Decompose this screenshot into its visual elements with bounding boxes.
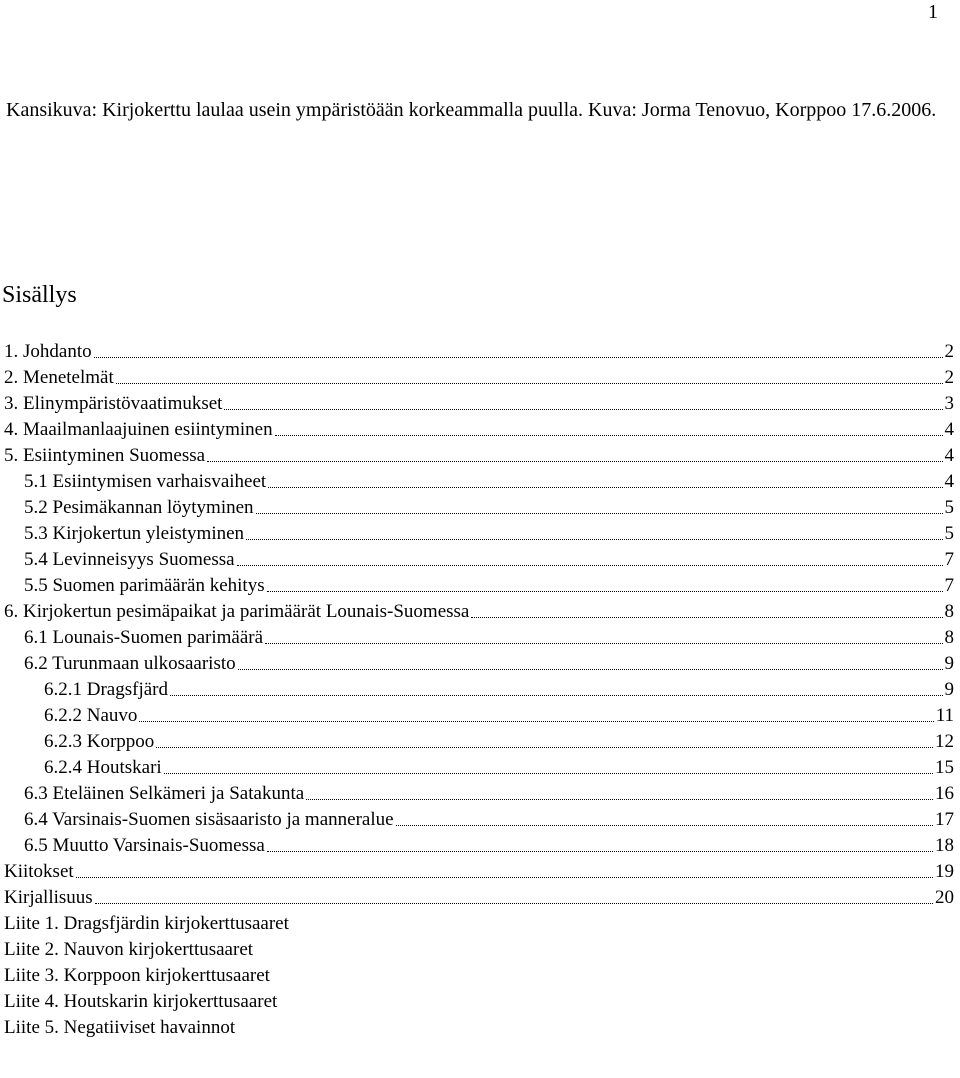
toc-entry-page: 2 — [944, 367, 954, 388]
toc-leader-dots — [224, 409, 942, 410]
toc-leader-dots — [267, 591, 943, 592]
toc-entry-page: 4 — [944, 471, 954, 492]
appendix-entry: Liite 2. Nauvon kirjokerttusaaret — [4, 939, 254, 960]
toc-entry-label: 5.5 Suomen parimäärän kehitys — [24, 575, 265, 596]
toc-entry[interactable] — [4, 442, 954, 468]
toc-entry[interactable] — [24, 832, 954, 858]
appendix-entry: Liite 4. Houtskarin kirjokerttusaaret — [4, 991, 278, 1012]
toc-entry-page: 15 — [935, 757, 954, 778]
toc-entry-page: 19 — [935, 861, 954, 882]
toc-entry[interactable] — [24, 468, 954, 494]
toc-entry-label: 6.4 Varsinais-Suomen sisäsaaristo ja manneralue — [24, 809, 394, 830]
toc-entry-page: 3 — [944, 393, 954, 414]
toc-entry[interactable] — [44, 702, 954, 728]
toc-entry[interactable] — [4, 884, 954, 910]
toc-entry-page: 7 — [944, 549, 954, 570]
toc-leader-dots — [265, 643, 942, 644]
toc-entry-page: 4 — [944, 445, 954, 466]
toc-leader-dots — [238, 669, 943, 670]
toc-entry-page: 16 — [935, 783, 954, 804]
toc-entry-label: 5.3 Kirjokertun yleistyminen — [24, 523, 245, 544]
toc-entry[interactable] — [24, 494, 954, 520]
toc-entry[interactable] — [44, 728, 954, 754]
appendix-entry: Liite 3. Korppoon kirjokerttusaaret — [4, 965, 270, 986]
cover-caption: Kansikuva: Kirjokerttu laulaa usein ympäristöään korkeammalla puulla. Kuva: Jorma Tenovuo, Korppoo 17.6.2006. — [6, 99, 937, 121]
toc-entry-label: 6.1 Lounais-Suomen parimäärä — [24, 627, 264, 648]
toc-title: Sisällys — [2, 282, 77, 308]
toc-entry-page: 11 — [935, 705, 954, 726]
toc-entry[interactable] — [4, 416, 954, 442]
toc-entry-label: 6.2.2 Nauvo — [44, 705, 138, 726]
toc-entry[interactable] — [24, 546, 954, 572]
toc-entry-label: 6.2.3 Korppoo — [44, 731, 155, 752]
toc-leader-dots — [116, 383, 943, 384]
toc-entry[interactable] — [4, 858, 954, 884]
appendix-entry: Liite 1. Dragsfjärdin kirjokerttusaaret — [4, 913, 289, 934]
toc-leader-dots — [139, 721, 933, 722]
toc-entry-label: 6.2.4 Houtskari — [44, 757, 162, 778]
toc-entry-page: 4 — [944, 419, 954, 440]
toc-leader-dots — [396, 825, 933, 826]
toc-entry[interactable] — [24, 780, 954, 806]
toc-entry[interactable] — [4, 364, 954, 390]
toc-entry-label: 2. Menetelmät — [4, 367, 114, 388]
toc-entry-label: 5.2 Pesimäkannan löytyminen — [24, 497, 254, 518]
toc-entry-page: 5 — [944, 523, 954, 544]
toc-leader-dots — [275, 435, 943, 436]
toc-entry-label: 6.5 Muutto Varsinais-Suomessa — [24, 835, 265, 856]
toc-entry[interactable] — [4, 338, 954, 364]
toc-leader-dots — [246, 539, 942, 540]
toc-entry-page: 2 — [944, 341, 954, 362]
toc-entry-label: 5.4 Levinneisyys Suomessa — [24, 549, 235, 570]
toc-entry[interactable] — [4, 598, 954, 624]
toc-leader-dots — [207, 461, 942, 462]
toc-entry-page: 8 — [944, 627, 954, 648]
toc-entry-page: 8 — [944, 601, 954, 622]
toc-entry-label: 6.3 Eteläinen Selkämeri ja Satakunta — [24, 783, 305, 804]
toc-entry-page: 20 — [935, 887, 954, 908]
toc-entry[interactable] — [24, 806, 954, 832]
toc-entry-label: 5.1 Esiintymisen varhaisvaiheet — [24, 471, 267, 492]
toc-entry-label: 6.2 Turunmaan ulkosaaristo — [24, 653, 236, 674]
toc-entry-label: 6.2.1 Dragsfjärd — [44, 679, 168, 700]
page-number: 1 — [928, 1, 938, 23]
toc-entry[interactable] — [4, 390, 954, 416]
toc-entry-page: 9 — [944, 653, 954, 674]
toc-leader-dots — [156, 747, 933, 748]
toc-leader-dots — [237, 565, 943, 566]
toc-entry-label: 4. Maailmanlaajuinen esiintyminen — [4, 419, 273, 440]
toc-entry[interactable] — [24, 624, 954, 650]
toc-leader-dots — [306, 799, 933, 800]
toc-leader-dots — [170, 695, 943, 696]
toc-entry-label: 3. Elinympäristövaatimukset — [4, 393, 223, 414]
toc-entry[interactable] — [24, 572, 954, 598]
toc-entry-label: 6. Kirjokertun pesimäpaikat ja parimäärät Lounais-Suomessa — [4, 601, 470, 622]
toc-entry-page: 5 — [944, 497, 954, 518]
toc-leader-dots — [256, 513, 943, 514]
toc-entry-page: 18 — [935, 835, 954, 856]
toc-entry[interactable] — [24, 650, 954, 676]
toc-entry-page: 17 — [935, 809, 954, 830]
toc-entry-page: 12 — [935, 731, 954, 752]
appendix-entry: Liite 5. Negatiiviset havainnot — [4, 1017, 236, 1038]
toc-entry-label: 5. Esiintyminen Suomessa — [4, 445, 206, 466]
toc-entry-page: 7 — [944, 575, 954, 596]
toc-leader-dots — [164, 773, 933, 774]
toc-leader-dots — [94, 357, 943, 358]
toc-entry[interactable] — [24, 520, 954, 546]
toc-entry-label: 1. Johdanto — [4, 341, 92, 362]
toc-leader-dots — [76, 877, 933, 878]
toc-entry-page: 9 — [944, 679, 954, 700]
toc-leader-dots — [267, 851, 933, 852]
toc-leader-dots — [95, 903, 933, 904]
toc-entry-label: Kirjallisuus — [4, 887, 93, 908]
toc-entry-label: Kiitokset — [4, 861, 74, 882]
toc-entry[interactable] — [44, 754, 954, 780]
toc-entry[interactable] — [44, 676, 954, 702]
toc-leader-dots — [471, 617, 942, 618]
toc-leader-dots — [268, 487, 942, 488]
